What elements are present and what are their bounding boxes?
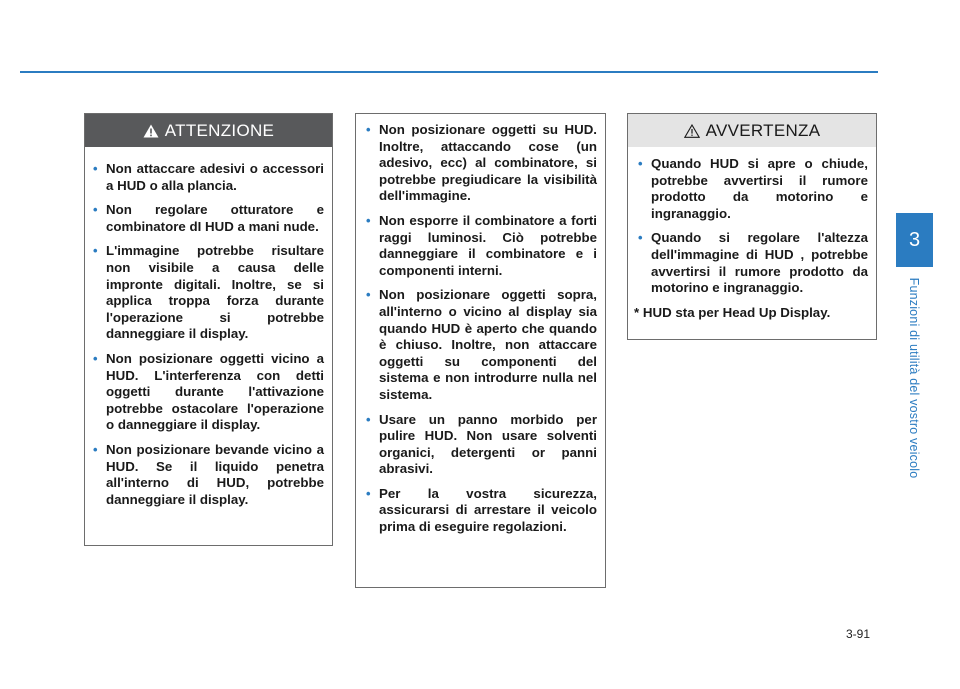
list-item: • Non regolare otturatore e combinatore dI HUD a mani nude.	[93, 202, 324, 234]
bullet: •	[366, 122, 371, 137]
bullet: •	[93, 161, 98, 176]
attenzione-title: ATTENZIONE	[164, 120, 275, 140]
chapter-number: 3	[908, 228, 921, 251]
bullet: •	[366, 485, 371, 501]
avvertenza-title: AVVERTENZA	[705, 120, 821, 140]
list-item: • Non posizionare oggetti vicino a HUD. L'interferenza con detti oggetti durante l'attivazione potrebbe ostacolare l'operazione o danneggiare il display.	[93, 350, 324, 433]
bullet: •	[93, 202, 98, 218]
top-rule	[20, 71, 878, 73]
avvertenza-list	[634, 156, 868, 297]
attenzione-box	[84, 113, 333, 546]
page-number: 3-91	[846, 627, 871, 641]
attenzione-list	[85, 147, 332, 508]
attenzione-header	[85, 114, 332, 147]
list-item: • Per la vostra sicurezza, assicurarsi di arrestare il veicolo prima di eseguire regolazioni.	[366, 485, 597, 535]
list-item: • Non attaccare adesivi o accessori a HUD o alla plancia.	[93, 161, 324, 193]
list-item: • Non posizionare bevande vicino a HUD. Se il liquido penetra all'interno di HUD, potrebbe danneggiare il display.	[93, 441, 324, 507]
list-item: • Non posizionare oggetti sopra, all'interno o vicino al display sia quando HUD è aperto che quando è chiuso. Inoltre, non attaccare oggetti su componenti del sistema e non introdurre nulla nel sistema.	[366, 287, 597, 402]
continued-box	[355, 113, 606, 588]
bullet: •	[366, 287, 371, 303]
warning-triangle-outline-icon	[684, 124, 700, 138]
bullet: •	[638, 156, 643, 171]
bullet: •	[366, 411, 371, 427]
continued-list	[356, 114, 605, 536]
avvertenza-content	[628, 147, 876, 321]
bullet: •	[638, 230, 643, 246]
list-item: • Non posizionare oggetti su HUD. Inoltre, attaccando cose (un adesivo, ecc) al combinatore, si potrebbe pregiudicare la visibilità dell'immagine.	[366, 122, 597, 204]
list-item: • Quando si regolare l'altezza dell'immagine di HUD , potrebbe avvertirsi il rumore prodotto da motorino e ingranaggio.	[638, 230, 868, 296]
chapter-tab	[896, 213, 933, 267]
list-item: • Quando HUD si apre o chiude, potrebbe avvertirsi il rumore prodotto da motorino e ingranaggio.	[638, 156, 868, 221]
bullet: •	[366, 212, 371, 228]
avvertenza-header	[628, 114, 876, 147]
list-item: • Usare un panno morbido per pulire HUD. Non usare solventi organici, detergenti or panni abrasivi.	[366, 411, 597, 477]
bullet: •	[93, 243, 98, 259]
list-item: • L'immagine potrebbe risultare non visibile a causa delle impronte digitali. Inoltre, se si applica troppa forza durante l'operazione si potrebbe danneggiare il display.	[93, 243, 324, 342]
warning-triangle-filled-icon	[143, 124, 159, 138]
bullet: •	[93, 350, 98, 366]
avvertenza-box	[627, 113, 877, 340]
chapter-title: Funzioni di utilità del vostro veicolo	[907, 277, 921, 479]
list-item: • Non esporre il combinatore a forti raggi luminosi. Ciò potrebbe danneggiare il combinatore e i componenti interni.	[366, 212, 597, 278]
bullet: •	[93, 441, 98, 457]
hud-note: * HUD sta per Head Up Display.	[634, 304, 831, 320]
